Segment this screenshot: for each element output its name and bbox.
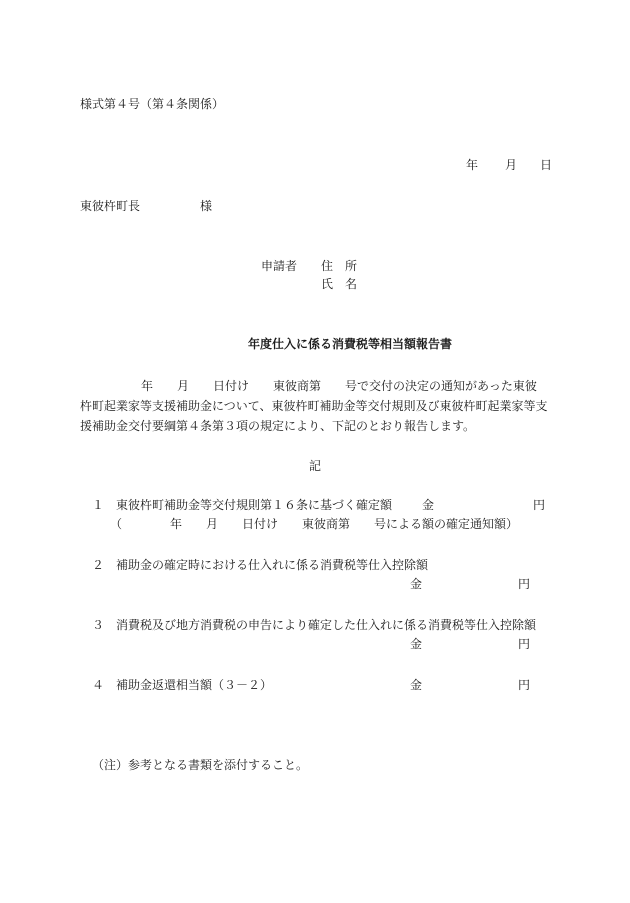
body-line-3: 援補助金交付要綱第４条第３項の規定により、下記のとおり報告します。: [80, 419, 476, 433]
date-year-label: 年: [466, 158, 479, 172]
item-1-note: （ 年 月 日付け 東彼商第 号による額の確定通知額）: [110, 517, 519, 531]
item-4-kin: 金: [410, 678, 423, 692]
item-3-yen: 円: [518, 637, 531, 651]
item-1-text: 東彼杵町補助金等交付規則第１６条に基づく確定額: [116, 498, 393, 512]
item-4-number: ４: [92, 678, 105, 692]
body-line-1: 年 月 日付け 東彼商第 号で交付の決定の通知があった東彼: [141, 379, 537, 393]
form-number: 様式第４号（第４条関係）: [80, 97, 225, 111]
applicant-address-label: 住 所: [321, 259, 358, 273]
item-3-kin: 金: [410, 637, 423, 651]
item-3-number: ３: [92, 618, 105, 632]
date-month-label: 月: [505, 158, 518, 172]
applicant-name-label: 氏 名: [321, 277, 358, 291]
addressee-honorific: 様: [200, 199, 213, 213]
date-day-label: 日: [540, 158, 553, 172]
document-title: 年度仕入に係る消費税等相当額報告書: [248, 337, 453, 351]
item-2-number: ２: [92, 558, 105, 572]
ki-heading: 記: [309, 459, 322, 473]
item-1-kin: 金: [422, 498, 435, 512]
item-2-yen: 円: [518, 577, 531, 591]
footnote: （注）参考となる書類を添付すること。: [92, 758, 309, 772]
item-2-kin: 金: [410, 577, 423, 591]
item-2-text: 補助金の確定時における仕入れに係る消費税等仕入控除額: [116, 558, 429, 572]
item-3-text: 消費税及び地方消費税の申告により確定した仕入れに係る消費税等仕入控除額: [116, 618, 537, 632]
item-4-text: 補助金返還相当額（３－２）: [116, 678, 273, 692]
item-1-yen: 円: [533, 498, 546, 512]
applicant-label: 申請者: [261, 259, 298, 273]
item-4-yen: 円: [518, 678, 531, 692]
item-1-number: １: [92, 498, 105, 512]
body-line-2: 杵町起業家等支援補助金について、東彼杵町補助金等交付規則及び東彼杵町起業家等支: [80, 399, 548, 413]
addressee-name: 東彼杵町長: [80, 199, 141, 213]
